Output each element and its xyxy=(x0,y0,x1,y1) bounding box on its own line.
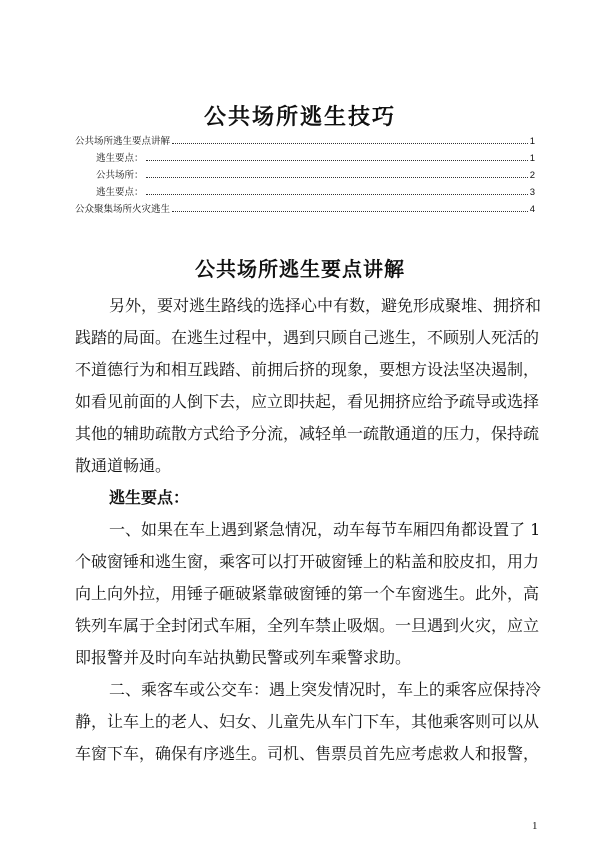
toc-leader xyxy=(172,143,528,144)
toc-label: 公共场所逃生要点讲解 xyxy=(75,136,171,147)
text-line: 二、乘客车或公交车：遇上突发情况时，车上的乘客应保持冷 xyxy=(109,680,542,699)
toc-leader xyxy=(172,211,528,212)
toc-page: 3 xyxy=(529,187,535,198)
page-number: 1 xyxy=(532,820,538,832)
toc-entry[interactable] xyxy=(75,150,535,167)
table-of-contents xyxy=(75,133,535,218)
text-line: 即报警并及时向车站执勤民警或列车乘警求助。 xyxy=(75,648,412,667)
toc-page: 1 xyxy=(529,136,535,147)
text-line: 静，让车上的老人、妇女、儿童先从车门下车，其他乘客则可以从 xyxy=(75,712,540,731)
text-line: 向上向外拉，用锤子砸破紧靠破窗锤的第一个车窗逃生。此外，高 xyxy=(75,584,540,603)
body-text xyxy=(75,290,542,770)
toc-entry[interactable] xyxy=(75,167,535,184)
text-line: 不道德行为和相互践踏、前拥后挤的现象，要想方设法坚决遏制， xyxy=(75,360,540,379)
toc-page: 1 xyxy=(529,153,535,164)
toc-page: 4 xyxy=(529,204,535,215)
text-line: 个破窗锤和逃生窗，乘客可以打开破窗锤上的粘盖和胶皮扣，用力 xyxy=(75,552,540,571)
toc-label: 逃生要点： xyxy=(96,187,144,198)
toc-entry[interactable] xyxy=(75,133,535,150)
toc-leader xyxy=(146,177,528,178)
text-line: 车窗下车，确保有序逃生。司机、售票员首先应考虑救人和报警， xyxy=(75,744,540,763)
text-line: 践踏的局面。在逃生过程中，遇到只顾自己逃生，不顾别人死活的 xyxy=(75,328,540,347)
toc-label: 公共场所： xyxy=(96,170,144,181)
toc-entry[interactable] xyxy=(75,184,535,201)
toc-leader xyxy=(146,194,528,195)
text-line: 另外，要对逃生路线的选择心中有数，避免形成聚堆、拥挤和 xyxy=(109,296,542,315)
toc-page: 2 xyxy=(529,170,535,181)
text-line: 铁列车属于全封闭式车厢，全列车禁止吸烟。一旦遇到火灾，应立 xyxy=(75,616,540,635)
text-line: 散通道畅通。 xyxy=(75,456,172,475)
section-heading: 公共场所逃生要点讲解 xyxy=(195,257,405,281)
text-line: 其他的辅助疏散方式给予分流，减轻单一疏散通道的压力，保持疏 xyxy=(75,424,540,443)
toc-entry[interactable] xyxy=(75,201,535,218)
subheading: 逃生要点： xyxy=(109,488,190,507)
document-title: 公共场所逃生技巧 xyxy=(203,105,396,130)
toc-label: 公众聚集场所火灾逃生 xyxy=(75,204,171,215)
text-line: 一、如果在车上遇到紧急情况，动车每节车厢四角都设置了 1 xyxy=(109,520,541,539)
toc-label: 逃生要点： xyxy=(96,153,144,164)
text-line: 如看见前面的人倒下去，应立即扶起，看见拥挤应给予疏导或选择 xyxy=(75,392,540,411)
toc-leader xyxy=(146,160,528,161)
